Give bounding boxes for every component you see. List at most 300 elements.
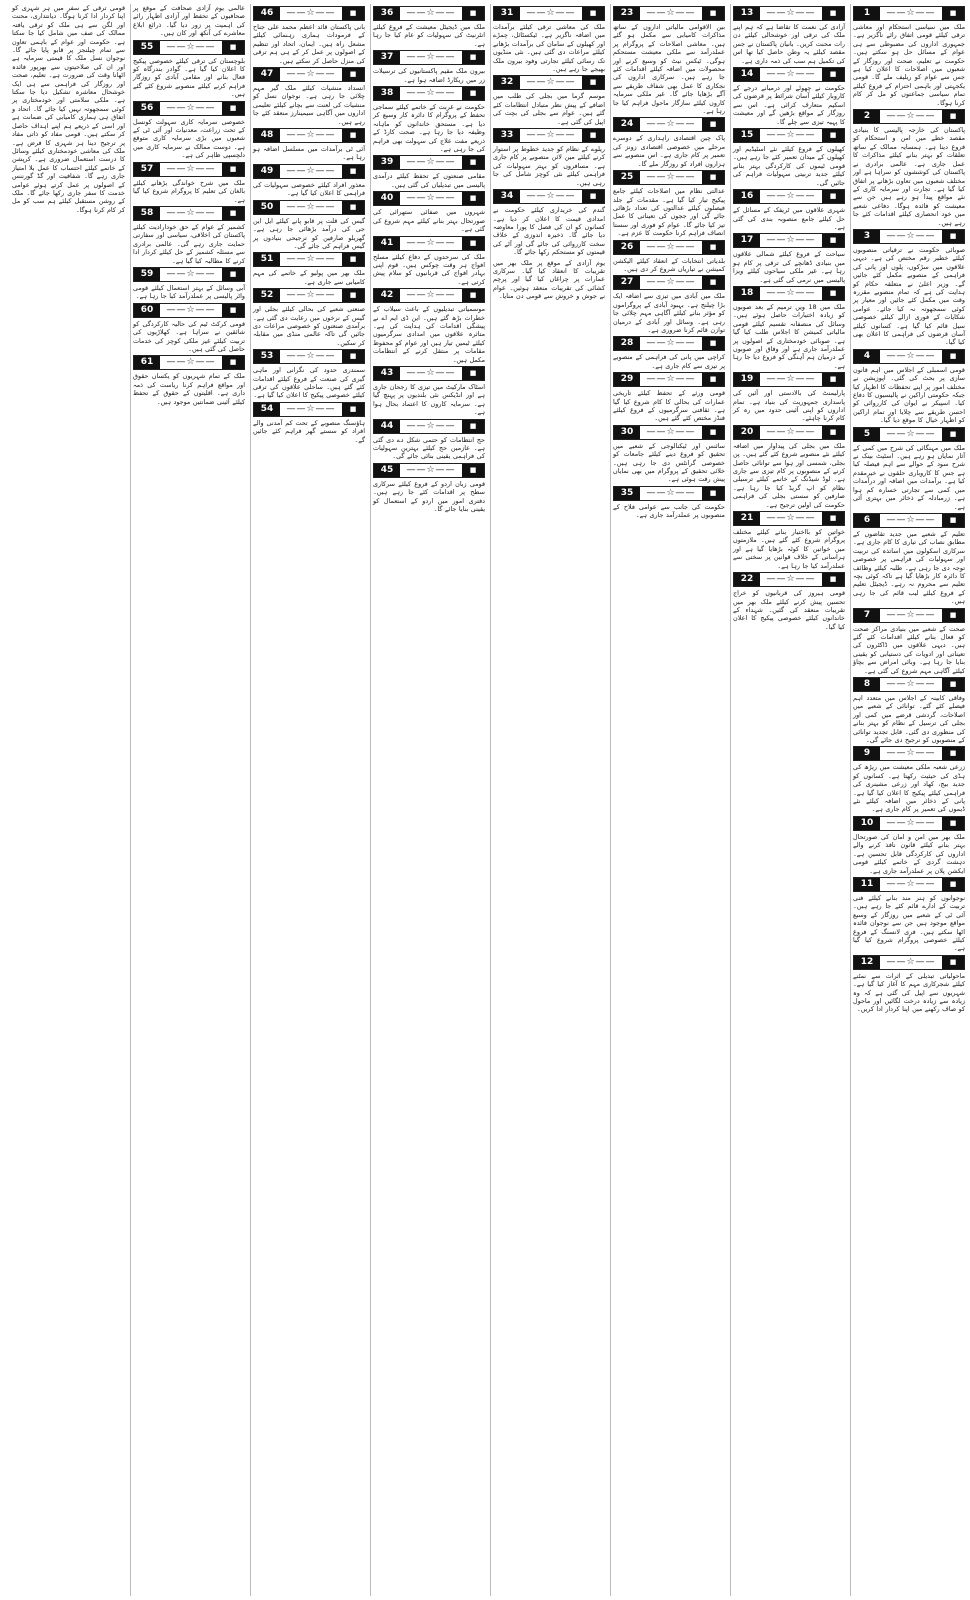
article-item [373,6,485,48]
item-text: کھیلوں کے فروغ کیلئے نئے اسٹیڈیم اور کھیلوں کے میدان تعمیر کئے جا رہے ہیں۔ قومی ٹیموں کی کارکردگی بہتر بنانے کیلئے جدید تربیتی سہولیات فراہم کی جائیں گی۔ [733,145,845,187]
item-text: موسم گرما میں بجلی کی طلب میں اضافے کے پیش نظر متبادل انتظامات کئے گئے ہیں۔ عوام سے بجلی کی بچت کی اپیل کی گئی ہے۔ [493,92,605,126]
item-text: ملک کی معاشی ترقی کیلئے برآمدات میں اضافہ ناگزیر ہے۔ ٹیکسٹائل، چمڑے اور کھیلوں کے سامان کی برآمدات بڑھانے کیلئے مراعات دی گئی ہیں۔ نئی منڈیوں تک رسائی کیلئے تجارتی وفود بیرون ملک بھیجے جا رہے ہیں۔ [493,23,605,74]
item-header [613,117,725,132]
item-number: 5 [854,428,880,441]
star-divider-icon: ——☆—— [286,165,336,176]
section-tag-icon: ■ [822,573,844,586]
section-tag-icon: ■ [942,350,964,363]
article-item [613,486,725,520]
item-number: 41 [374,237,400,250]
article-item [253,128,365,162]
item-header [493,6,605,21]
item-text: آزادی کی نعمت کا تقاضا ہے کہ ہم اپنے ملک کی ترقی اور خوشحالی کیلئے دن رات محنت کریں۔ بانیان پاکستان نے جس مقصد کیلئے یہ وطن حاصل کیا تھا اس کی تکمیل ہم سب کی ذمہ داری ہے۔ [733,23,845,65]
section-tag-icon: ■ [702,337,724,350]
text-column [730,4,847,1596]
article-item [613,372,725,423]
article-item [253,164,365,198]
item-text: وفاقی کابینہ کے اجلاس میں متعدد اہم فیصلے کئے گئے۔ توانائی کے شعبے میں اصلاحات، گردشی قرضے میں کمی اور بجلی کی ترسیل کے نظام کو بہتر بنانے کی منظوری دی گئی۔ قابل تجدید توانائی کے منصوبوں کو ترجیح دی جائے گی۔ [853,694,965,745]
article-item [853,229,965,347]
item-number: 11 [854,878,880,891]
item-header [613,170,725,185]
article-item [373,191,485,233]
article-item [733,67,845,126]
item-text: صوبائی حکومت نے ترقیاتی منصوبوں کیلئے خطیر رقم مختص کی ہے۔ دیہی علاقوں میں سڑکوں، پلوں اور پانی کی فراہمی کے منصوبے مکمل کئے جائیں گے۔ وزیر اعلیٰ نے متعلقہ حکام کو ہدایت کی ہے کہ تمام منصوبے مقررہ وقت میں مکمل کئے جائیں اور معیار پر کوئی سمجھوتہ نہ کیا جائے۔ عوامی شکایات کے فوری ازالے کیلئے خصوصی سیل قائم کیا گیا ہے۔ کسانوں کیلئے آسان قرضوں کی فراہمی کا اعلان بھی کیا گیا۔ [853,245,965,347]
star-divider-icon: ——☆—— [886,878,936,889]
section-tag-icon: ■ [942,110,964,123]
item-number: 51 [254,253,280,266]
item-number: 4 [854,350,880,363]
section-tag-icon: ■ [942,514,964,527]
article-item [493,6,605,73]
star-divider-icon: ——☆—— [286,8,336,18]
star-divider-icon: ——☆—— [286,254,336,265]
star-divider-icon: ——☆—— [406,157,456,168]
text-column [130,4,247,1596]
item-header [613,425,725,440]
item-text: آبی وسائل کے بہتر استعمال کیلئے قومی واٹر پالیسی پر عملدرآمد کیا جا رہا ہے۔ [133,283,245,301]
section-tag-icon: ■ [822,287,844,300]
item-header [613,275,725,290]
star-divider-icon: ——☆—— [526,191,576,202]
article-item [613,425,725,484]
item-text: بیرون ملک مقیم پاکستانیوں کی ترسیلات زر میں ریکارڈ اضافہ ہوا ہے۔ [373,67,485,84]
item-number: 20 [734,426,760,439]
item-number: 17 [734,234,760,247]
article-item [853,349,965,425]
item-text: ملک میں ڈیجیٹل معیشت کے فروغ کیلئے انٹرنیٹ کی سہولیات کو عام کیا جا رہا ہے۔ [373,23,485,48]
item-text: عالمی یوم آزادی صحافت کے موقع پر صحافیوں کے تحفظ اور آزادی اظہار رائے کی اہمیت پر زور دیا گیا۔ ذرائع ابلاغ معاشرے کی آنکھ اور کان ہیں۔ [133,4,245,38]
item-number: 15 [734,129,760,142]
item-text: گندم کی خریداری کیلئے حکومت نے امدادی قیمت کا اعلان کر دیا ہے۔ کسانوں کو ان کی فصل کا پورا معاوضہ دیا جائے گا۔ ذخیرہ اندوزی کے خلاف سخت کارروائی کی جائے گی اور آٹے کی قیمتوں کو مستحکم رکھا جائے گا۔ [493,206,605,257]
item-text: سمندری حدود کی نگرانی اور ماہی گیری کی صنعت کے فروغ کیلئے اقدامات کئے گئے ہیں۔ ساحلی علاقوں کی ترقی کیلئے خصوصی پیکیج کا اعلان کیا گیا ہے۔ [253,366,365,400]
star-divider-icon: ——☆—— [286,403,336,414]
article-item [133,206,245,265]
star-divider-icon: ——☆—— [886,748,936,759]
item-number: 10 [854,817,880,830]
article-item [373,419,485,461]
item-number: 58 [134,207,160,220]
section-tag-icon: ■ [342,165,364,178]
star-divider-icon: ——☆—— [406,420,456,431]
article-item [853,608,965,675]
article-item [853,816,965,875]
item-text: ملک کی سرحدوں کے دفاع کیلئے مسلح افواج ہر وقت چوکس ہیں۔ قوم اپنی بہادر افواج کی قربانیوں کو سلام پیش کرتی ہے۔ [373,252,485,286]
item-number: 38 [374,87,400,100]
item-header [613,486,725,501]
item-text: ملک میں مہنگائی کی شرح میں کمی کے آثار نمایاں ہو رہے ہیں۔ اسٹیٹ بینک نے شرح سود کے حوالے سے اہم فیصلہ کیا ہے جس کا کاروباری حلقوں نے خیرمقدم کیا ہے۔ برآمدات میں اضافہ اور درآمدات میں کمی سے تجارتی خسارہ کم ہوا ہے۔ زرمبادلہ کے ذخائر میں بہتری آئی ہے۔ [853,443,965,511]
item-text: اسٹاک مارکیٹ میں تیزی کا رجحان جاری ہے اور انڈیکس نئی بلندیوں پر پہنچ گیا ہے۔ سرمایہ کاروں کا اعتماد بحال ہوا ہے۔ [373,382,485,417]
section-tag-icon: ■ [342,253,364,266]
article-item [493,189,605,256]
star-divider-icon: ——☆—— [766,374,816,385]
item-header [373,236,485,251]
item-text: گیس کی قلت پر قابو پانے کیلئے ایل این جی کی درآمد بڑھائی جا رہی ہے۔ گھریلو صارفین کو ترجیحی بنیادوں پر گیس فراہم کی جائے گی۔ [253,216,365,250]
item-number: 27 [614,276,640,289]
item-header [373,366,485,381]
article-item [12,4,125,214]
section-tag-icon: ■ [582,7,604,20]
item-number: 25 [614,171,640,184]
item-header [733,372,845,387]
text-column [250,4,367,1596]
article-item [613,275,725,334]
item-number: 2 [854,110,880,123]
section-tag-icon: ■ [342,129,364,142]
item-header [853,877,965,892]
item-text: تعلیم کے شعبے میں جدید تقاضوں کے مطابق نصاب کی تیاری کا کام جاری ہے۔ سرکاری اسکولوں میں اساتذہ کی تربیت اور سہولیات کی فراہمی پر خصوصی توجہ دی جا رہی ہے۔ طلبہ کیلئے وظائف کا دائرہ کار بڑھایا گیا ہے تاکہ کوئی بچہ تعلیم سے محروم نہ رہے۔ ڈیجیٹل تعلیم کے فروغ کیلئے لیب قائم کی جا رہی ہیں۔ [853,529,965,606]
star-divider-icon: ——☆—— [526,8,576,18]
article-item [853,746,965,813]
item-text: ماحولیاتی تبدیلی کے اثرات سے نمٹنے کیلئے شجرکاری مہم کا آغاز کیا گیا ہے۔ شہریوں سے اپیل کی گئی ہے کہ وہ زیادہ سے زیادہ درخت لگائیں اور ماحول کو صاف رکھنے میں اپنا کردار ادا کریں۔ [853,971,965,1014]
article-item [133,40,245,99]
item-header [613,336,725,351]
item-header [373,419,485,434]
section-tag-icon: ■ [822,7,844,20]
section-tag-icon: ■ [822,129,844,142]
star-divider-icon: ——☆—— [166,207,216,218]
text-column [490,4,607,1596]
section-tag-icon: ■ [582,190,604,203]
item-header [853,677,965,692]
item-header [253,128,365,143]
item-header [373,50,485,65]
item-header [853,349,965,364]
article-item [253,252,365,286]
star-divider-icon: ——☆—— [646,338,696,349]
item-number: 14 [734,68,760,81]
star-divider-icon: ——☆—— [166,41,216,52]
item-number: 32 [494,76,520,89]
section-tag-icon: ■ [942,956,964,969]
star-divider-icon: ——☆—— [886,230,936,241]
item-text: پاکستان کی خارجہ پالیسی کا بنیادی مقصد خطے میں امن و استحکام کو فروغ دینا ہے۔ ہمسایہ ممالک کے ساتھ تعلقات کو بہتر بنانے کیلئے مذاکرات کا عمل جاری ہے۔ عالمی برادری نے پاکستان کی کوششوں کو سراہا ہے اور مختلف شعبوں میں تعاون بڑھانے پر اتفاق کیا گیا ہے۔ تجارت اور سرمایہ کاری کے نئے مواقع پیدا ہو رہے ہیں جن سے معیشت کو فائدہ ہوگا۔ دفاعی شعبے میں خود انحصاری کیلئے اقدامات کئے جا رہے ہیں۔ [853,126,965,227]
item-header [253,252,365,267]
item-header [493,128,605,143]
item-header [133,267,245,282]
section-tag-icon: ■ [582,129,604,142]
item-text: عدالتی نظام میں اصلاحات کیلئے جامع پیکیج تیار کیا گیا ہے۔ مقدمات کے جلد فیصلوں کیلئے عدالتوں کی تعداد بڑھائی جائے گی اور ججوں کی تعیناتی کا عمل تیز کیا جائے گا۔ عوام کو فوری اور سستا انصاف فراہم کرنا حکومت کا عزم ہے۔ [613,187,725,238]
item-text: شہری علاقوں میں ٹریفک کے مسائل کے حل کیلئے جامع منصوبہ بندی کی گئی ہے۔ [733,206,845,231]
section-tag-icon: ■ [462,7,484,20]
section-tag-icon: ■ [342,7,364,20]
star-divider-icon: ——☆—— [646,241,696,252]
article-item [373,155,485,189]
star-divider-icon: ——☆—— [406,88,456,99]
item-header [253,200,365,215]
article-item [493,128,605,187]
item-number: 50 [254,201,280,214]
article-item [853,427,965,511]
item-header [853,109,965,124]
star-divider-icon: ——☆—— [766,130,816,141]
item-text: انسداد منشیات کیلئے ملک گیر مہم چلائی جا رہی ہے۔ نوجوان نسل کو منشیات کی لعنت سے بچانے کیلئے تعلیمی اداروں میں آگاہی سیمینارز منعقد کئے جا رہے ہیں۔ [253,84,365,126]
section-tag-icon: ■ [342,403,364,416]
item-text: سیاحت کے فروغ کیلئے شمالی علاقوں میں بنیادی ڈھانچے کی ترقی پر کام ہو رہا ہے۔ غیر ملکی سیاحوں کیلئے ویزا پالیسی میں نرمی کی گئی ہے۔ [733,250,845,284]
item-header [373,463,485,478]
item-header [253,349,365,364]
item-text: ملک میں آبادی میں تیزی سے اضافہ ایک بڑا چیلنج ہے۔ بہبود آبادی کے پروگراموں کو مؤثر بنانے کیلئے آگاہی مہم چلائی جا رہی ہے۔ وسائل اور آبادی کے درمیان توازن قائم کرنا ضروری ہے۔ [613,292,725,334]
item-number: 29 [614,373,640,386]
item-number: 55 [134,41,160,54]
item-text: ریلوے کے نظام کو جدید خطوط پر استوار کرنے کیلئے مین لائن منصوبے پر کام جاری ہے۔ مسافروں کو بہتر سہولیات کی فراہمی کیلئے نئی کوچز شامل کی جا رہی ہیں۔ [493,145,605,187]
item-text: معذور افراد کیلئے خصوصی سہولیات کی فراہمی کا اعلان کیا گیا ہے۔ [253,180,365,198]
article-item [133,267,245,301]
item-header [493,75,605,90]
article-item [253,288,365,347]
article-item [613,336,725,370]
star-divider-icon: ——☆—— [886,679,936,689]
article-item [733,425,845,509]
star-divider-icon: ——☆—— [526,130,576,141]
section-tag-icon: ■ [222,102,244,115]
item-text: آئی ٹی برآمدات میں مسلسل اضافہ ہو رہا ہے۔ [253,145,365,162]
item-number: 59 [134,268,160,281]
item-header [613,6,725,21]
item-number: 16 [734,190,760,203]
section-tag-icon: ■ [822,512,844,525]
star-divider-icon: ——☆—— [166,268,216,279]
section-tag-icon: ■ [942,678,964,691]
item-number: 26 [614,241,640,254]
section-tag-icon: ■ [702,241,724,254]
item-number: 28 [614,337,640,350]
star-divider-icon: ——☆—— [886,111,936,122]
star-divider-icon: ——☆—— [406,52,456,63]
item-number: 54 [254,403,280,416]
item-number: 34 [494,190,520,203]
section-tag-icon: ■ [822,68,844,81]
section-tag-icon: ■ [462,420,484,433]
star-divider-icon: ——☆—— [766,69,816,80]
item-number: 57 [134,163,160,176]
item-header [733,425,845,440]
item-number: 8 [854,678,880,691]
star-divider-icon: ——☆—— [286,351,336,362]
item-number: 23 [614,7,640,20]
item-header [133,162,245,177]
item-number: 61 [134,356,160,369]
item-text: حکومت کی جانب سے عوامی فلاح کے منصوبوں پر عملدرآمد جاری ہے۔ [613,502,725,520]
star-divider-icon: ——☆—— [766,191,816,202]
item-text: سائنس اور ٹیکنالوجی کے شعبے میں تحقیق کو فروغ دینے کیلئے جامعات کو خصوصی گرانٹس دی جا رہی ہیں۔ خلائی تحقیق کے پروگرام میں بھی نمایاں پیش رفت ہوئی ہے۔ [613,441,725,484]
article-item [493,75,605,126]
section-tag-icon: ■ [462,237,484,250]
star-divider-icon: ——☆—— [406,237,456,248]
item-number: 42 [374,289,400,302]
article-item [733,6,845,65]
item-header [493,189,605,204]
item-number: 33 [494,129,520,142]
item-number: 18 [734,287,760,300]
item-number: 46 [254,7,280,20]
item-number: 45 [374,464,400,477]
section-tag-icon: ■ [342,201,364,214]
section-tag-icon: ■ [222,304,244,317]
item-text: ملک میں شرح خواندگی بڑھانے کیلئے بالغان کی تعلیم کا پروگرام شروع کیا گیا ہے۔ [133,178,245,204]
article-item [733,372,845,423]
star-divider-icon: ——☆—— [526,77,576,88]
item-text: بین الاقوامی مالیاتی اداروں کے ساتھ مذاکرات کامیابی سے مکمل ہو گئے ہیں۔ معاشی اصلاحات کے پروگرام پر عملدرآمد سے ملکی معیشت مستحکم ہوگی۔ ٹیکس نیٹ کو وسیع کرنے اور محصولات میں اضافہ کیلئے اقدامات کئے جا رہے ہیں۔ سرکاری اداروں کی نجکاری کا عمل بھی شفاف طریقے سے آگے بڑھایا جائے گا۔ غیر ملکی سرمایہ کاروں کیلئے سازگار ماحول فراہم کیا جا رہا ہے۔ [613,23,725,116]
article-item [733,511,845,570]
star-divider-icon: ——☆—— [286,130,336,141]
section-tag-icon: ■ [702,487,724,500]
article-item [253,67,365,126]
item-header [253,6,365,21]
item-header [373,191,485,206]
item-text: نوجوانوں کو ہنر مند بنانے کیلئے فنی تربیت کے ادارے قائم کئے جا رہے ہیں۔ آئی ٹی کے شعبے میں روزگار کے وسیع مواقع موجود ہیں جن سے نوجوان فائدہ اٹھا سکتے ہیں۔ فری لانسنگ کے فروغ کیلئے خصوصی پروگرام شروع کیا گیا ہے۔ [853,893,965,953]
article-item [373,366,485,417]
item-text: پارلیمنٹ کی بالادستی اور آئین کی پاسداری جمہوریت کی بنیاد ہے۔ تمام اداروں کو اپنی آئینی حدود میں رہ کر کام کرنا چاہئے۔ [733,389,845,423]
section-tag-icon: ■ [942,817,964,830]
text-column [850,4,967,1596]
item-text: حکومت نے غربت کے خاتمے کیلئے سماجی تحفظ کے پروگرام کا دائرہ کار وسیع کر دیا ہے۔ مستحق خاندانوں کو ماہانہ وظیفہ دیا جا رہا ہے۔ صحت کارڈ کے ذریعے مفت علاج کی سہولت بھی فراہم کی جا رہی ہے۔ [373,103,485,154]
article-item [853,677,965,744]
item-number: 6 [854,514,880,527]
article-item [253,6,365,65]
section-tag-icon: ■ [462,87,484,100]
article-item [253,200,365,251]
star-divider-icon: ——☆—— [406,464,456,475]
item-header [733,6,845,21]
item-header [373,155,485,170]
article-item [613,6,725,115]
item-number: 21 [734,512,760,525]
star-divider-icon: ——☆—— [166,102,216,113]
article-item [853,109,965,227]
article-item [613,117,725,168]
item-text: یوم آزادی کے موقع پر ملک بھر میں تقریبات کا انعقاد کیا گیا۔ سرکاری عمارات پر چراغاں کیا گیا اور پرچم کشائی کی تقریبات منعقد ہوئیں۔ عوام نے جوش و خروش سے قومی دن منایا۔ [493,258,605,301]
section-tag-icon: ■ [342,350,364,363]
item-number: 49 [254,165,280,178]
item-number: 60 [134,304,160,317]
item-number: 40 [374,192,400,205]
item-header [733,572,845,587]
item-text: زرعی شعبہ ملکی معیشت میں ریڑھ کی ہڈی کی حیثیت رکھتا ہے۔ کسانوں کو جدید بیج، کھاد اور زرعی مشینری کی فراہمی کیلئے پیکیج کا اعلان کیا گیا ہے۔ پانی کے ذخائر میں اضافہ کیلئے نئے ڈیموں کی تعمیر پر کام جاری ہے۔ [853,763,965,814]
article-item [853,955,965,1014]
item-header [733,128,845,143]
item-number: 31 [494,7,520,20]
star-divider-icon: ——☆—— [646,487,696,498]
item-header [133,355,245,370]
article-item [133,303,245,354]
item-header [853,513,965,528]
item-number: 13 [734,7,760,20]
article-item [853,877,965,953]
article-item [853,6,965,107]
section-tag-icon: ■ [462,464,484,477]
item-header [853,608,965,623]
item-number: 48 [254,129,280,142]
section-tag-icon: ■ [342,289,364,302]
text-column [10,4,127,1596]
item-number: 30 [614,426,640,439]
item-header [133,101,245,116]
article-item [133,162,245,204]
item-header [853,427,965,442]
item-number: 24 [614,118,640,131]
article-item [853,513,965,606]
star-divider-icon: ——☆—— [886,8,936,18]
item-text: بانی پاکستان قائد اعظم محمد علی جناح کے فرمودات ہماری رہنمائی کیلئے مشعل راہ ہیں۔ ایمان، اتحاد اور تنظیم کے اصولوں پر عمل کر کے ہی ہم ترقی کی منزل حاصل کر سکتے ہیں۔ [253,23,365,65]
item-text: قومی ورثے کے تحفظ کیلئے تاریخی عمارات کی بحالی کا کام شروع کیا گیا ہے۔ ثقافتی سرگرمیوں کے فروغ کیلئے فنڈز مختص کئے گئے ہیں۔ [613,389,725,423]
item-text: قومی کرکٹ ٹیم کی حالیہ کارکردگی کو شائقین نے سراہا ہے۔ کھلاڑیوں کی تربیت کیلئے غیر ملکی کوچز کی خدمات حاصل کی گئی ہیں۔ [133,319,245,353]
item-number: 1 [854,7,880,20]
item-header [733,189,845,204]
item-number: 53 [254,350,280,363]
item-text: بلوچستان کی ترقی کیلئے خصوصی پیکیج کا اعلان کیا گیا ہے۔ گوادر بندرگاہ کو فعال بنانے اور مقامی آبادی کو روزگار فراہم کرنے کیلئے منصوبے شروع کئے گئے ہیں۔ [133,56,245,99]
item-header [853,955,965,970]
item-text: موسمیاتی تبدیلیوں کے باعث سیلاب کے خطرات بڑھ گئے ہیں۔ این ڈی ایم اے نے پیشگی اقدامات کی ہدایت کی ہے۔ متاثرہ علاقوں میں امدادی سرگرمیوں کیلئے ٹیمیں تیار ہیں اور عوام کو محفوظ مقامات پر منتقل کرنے کے انتظامات مکمل ہیں۔ [373,305,485,364]
item-text: شہروں میں صفائی ستھرائی کی صورتحال بہتر بنانے کیلئے مہم شروع کی گئی ہے۔ [373,208,485,234]
item-header [133,303,245,318]
section-tag-icon: ■ [582,76,604,89]
item-text: ملک بھر میں پولیو کے خاتمے کی مہم کامیابی سے جاری ہے۔ [253,269,365,286]
item-text: صحت کے شعبے میں بنیادی مراکز صحت کو فعال بنانے کیلئے اقدامات کئے گئے ہیں۔ دیہی علاقوں میں ڈاکٹروں کی تعیناتی اور ادویات کی دستیابی کو یقینی بنایا جا رہا ہے۔ وبائی امراض سے بچاؤ کیلئے آگاہی مہم شروع کی گئی ہے۔ [853,624,965,675]
star-divider-icon: ——☆—— [166,163,216,174]
item-header [373,288,485,303]
section-tag-icon: ■ [222,207,244,220]
item-header [733,286,845,301]
star-divider-icon: ——☆—— [286,69,336,80]
item-text: خصوصی سرمایہ کاری سہولت کونسل کے تحت زراعت، معدنیات اور آئی ٹی کے شعبوں میں بڑی سرمایہ کاری متوقع ہے۔ دوست ممالک نے سرمایہ کاری میں دلچسپی ظاہر کی ہے۔ [133,117,245,160]
item-text: حکومت نے چھوٹے اور درمیانے درجے کے کاروبار کیلئے آسان شرائط پر قرضوں کی اسکیم متعارف کرائی ہے۔ اس سے روزگار کے مواقع بڑھیں گے اور معیشت کا پہیہ تیزی سے چلے گا۔ [733,84,845,126]
item-number: 39 [374,156,400,169]
article-item [133,4,245,38]
star-divider-icon: ——☆—— [766,287,816,298]
item-text: ملک میں سیاسی استحکام اور معاشی ترقی کیلئے قومی اتفاق رائے ناگزیر ہے۔ جمہوری اداروں کی مضبوطی سے ہی عوام کے مسائل حل ہو سکتے ہیں۔ حکومت نے تعلیم، صحت اور روزگار کے شعبوں میں اصلاحات کا اعلان کیا ہے جس سے عوام کو ریلیف ملے گا۔ قومی یکجہتی اور باہمی احترام کے فروغ کیلئے تمام سیاسی جماعتوں کو مل کر کام کرنا ہوگا۔ [853,23,965,107]
article-item [133,101,245,160]
item-number: 22 [734,573,760,586]
section-tag-icon: ■ [942,230,964,243]
item-number: 9 [854,747,880,760]
item-header [253,67,365,82]
section-tag-icon: ■ [222,268,244,281]
star-divider-icon: ——☆—— [766,513,816,524]
item-text: کراچی میں پانی کی فراہمی کے منصوبے پر تیزی سے کام جاری ہے۔ [613,353,725,370]
section-tag-icon: ■ [462,156,484,169]
star-divider-icon: ——☆—— [286,201,336,212]
section-tag-icon: ■ [942,609,964,622]
item-header [133,206,245,221]
star-divider-icon: ——☆—— [646,172,696,183]
article-item [253,402,365,444]
section-tag-icon: ■ [702,118,724,131]
item-header [373,86,485,101]
item-header [853,229,965,244]
item-text: قومی زبان اردو کے فروغ کیلئے سرکاری سطح پر اقدامات کئے جا رہے ہیں۔ دفتری امور میں اردو کے استعمال کو یقینی بنایا جائے گا۔ [373,479,485,514]
star-divider-icon: ——☆—— [886,817,936,828]
article-item [733,572,845,631]
star-divider-icon: ——☆—— [166,304,216,315]
section-tag-icon: ■ [222,163,244,176]
item-header [613,372,725,387]
item-text: صنعتی شعبے کی بحالی کیلئے بجلی اور گیس کے نرخوں میں رعایت دی گئی ہے۔ برآمدی صنعتوں کو خصوصی مراعات دی جائیں گی تاکہ عالمی منڈی میں مقابلہ کر سکیں۔ [253,305,365,347]
section-tag-icon: ■ [702,373,724,386]
star-divider-icon: ——☆—— [646,119,696,130]
section-tag-icon: ■ [942,7,964,20]
item-header [733,233,845,248]
section-tag-icon: ■ [462,51,484,64]
item-number: 12 [854,956,880,969]
item-header [853,746,965,761]
item-text: ہاؤسنگ منصوبے کے تحت کم آمدنی والے افراد کو سستے گھر فراہم کئے جائیں گے۔ [253,418,365,444]
star-divider-icon: ——☆—— [646,426,696,437]
item-text: خواتین کو بااختیار بنانے کیلئے مختلف پروگرام شروع کئے گئے ہیں۔ ملازمتوں میں خواتین کا کوٹہ بڑھایا گیا ہے اور ہراسانی کے خلاف قوانین پر سختی سے عملدرآمد کیا جا رہا ہے۔ [733,528,845,570]
item-text: کشمیر کے عوام کے حق خودارادیت کیلئے پاکستان کی اخلاقی، سیاسی اور سفارتی حمایت جاری رہے گی۔ عالمی برادری سے مسئلہ کشمیر کے حل کیلئے کردار ادا کرنے کا مطالبہ کیا گیا ہے۔ [133,222,245,265]
item-number: 43 [374,367,400,380]
star-divider-icon: ——☆—— [886,514,936,525]
star-divider-icon: ——☆—— [766,8,816,18]
